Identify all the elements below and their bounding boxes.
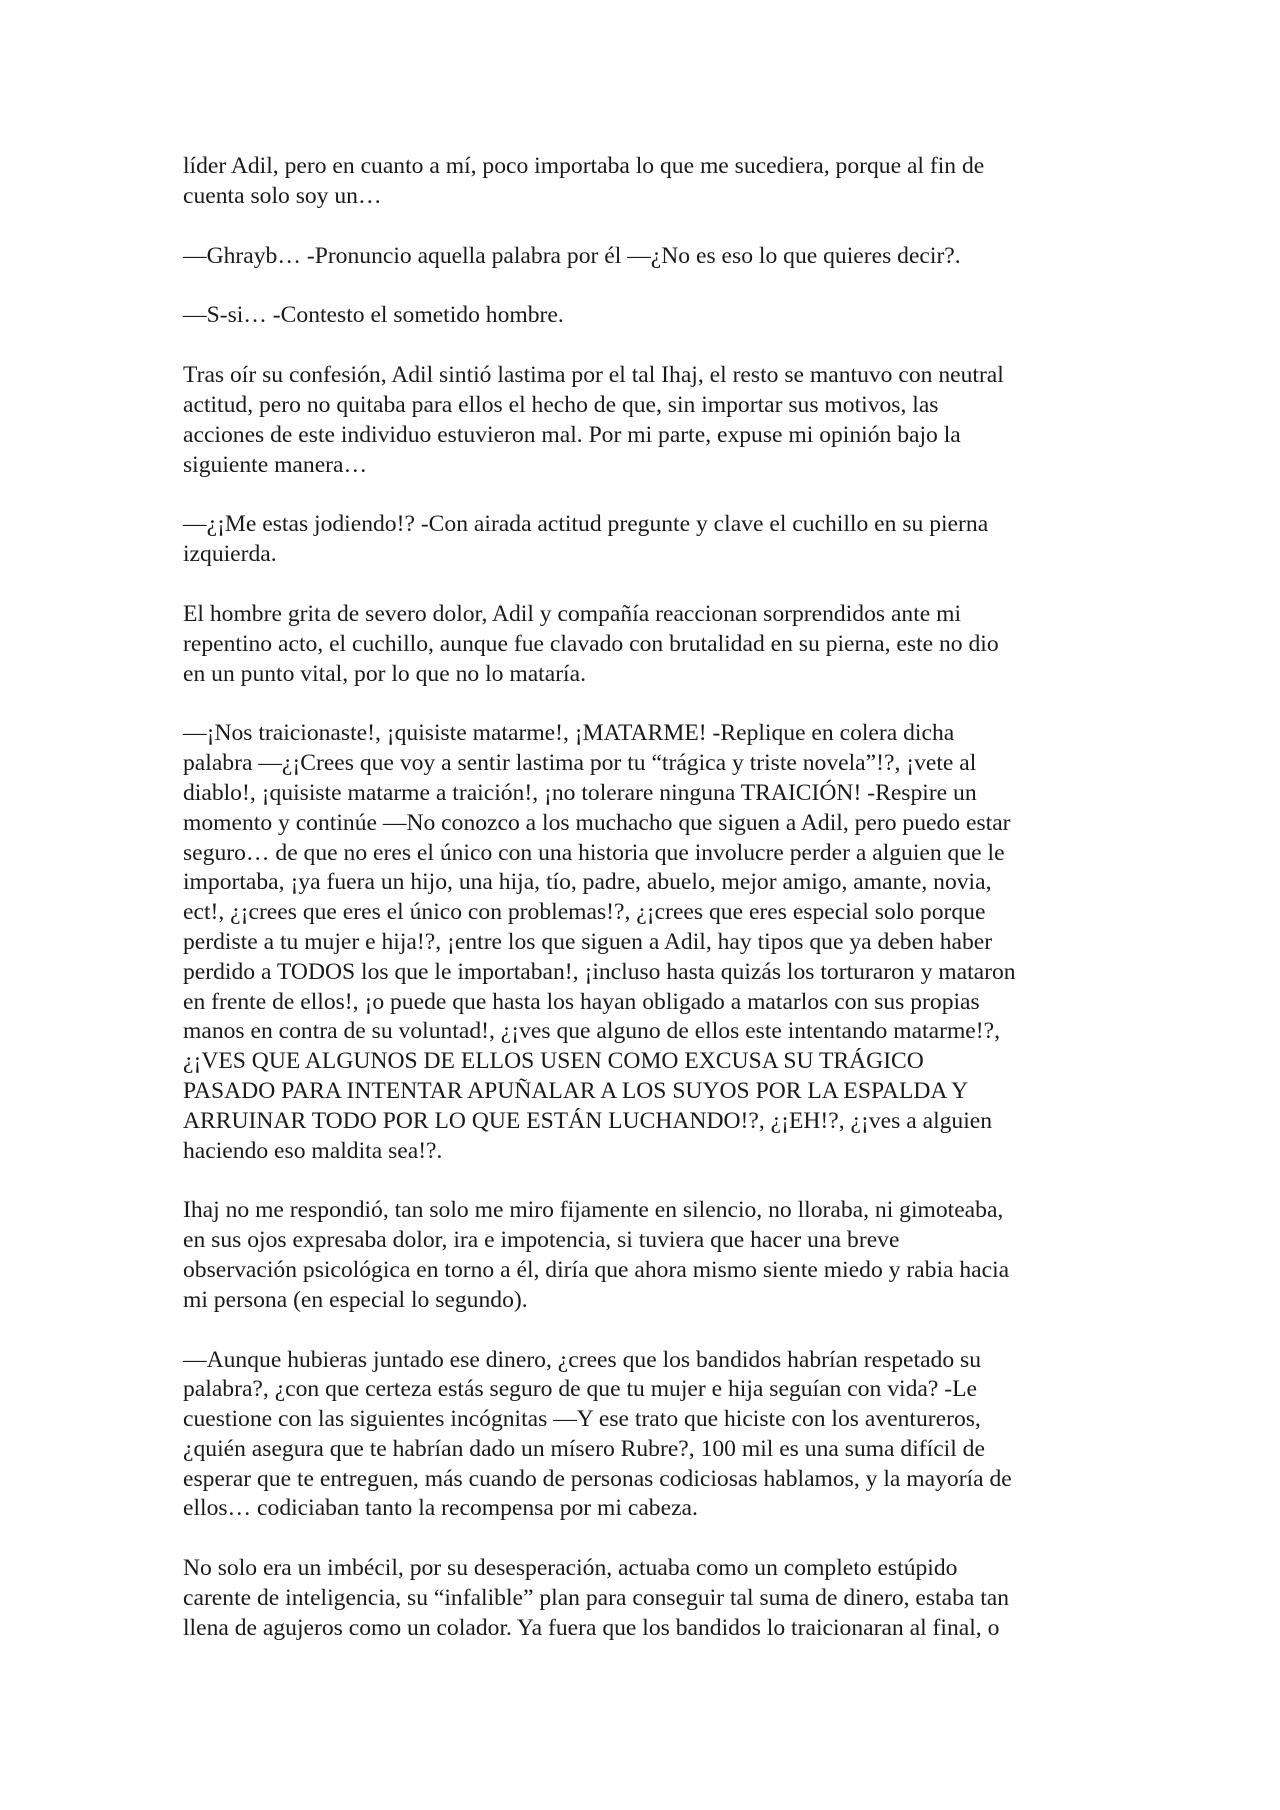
text-line: cuestione con las siguientes incógnitas —Y ese trato que hiciste con los aventureros, (183, 1406, 981, 1433)
text-line: mi persona (en especial lo segundo). (183, 1286, 528, 1313)
text-line: llena de agujeros como un colador. Ya fuera que los bandidos lo traicionaran al final, o (183, 1614, 1000, 1641)
text-line: izquierda. (183, 541, 277, 568)
text-line: ellos… codiciaban tanto la recompensa por mi cabeza. (183, 1495, 698, 1522)
paragraph (183, 510, 1097, 570)
text-line: ARRUINAR TODO POR LO QUE ESTÁN LUCHANDO!?, ¿¡EH!?, ¿¡ves a alguien (183, 1107, 993, 1134)
text-line: acciones de este individuo estuvieron mal. Por mi parte, expuse mi opinión bajo la (183, 421, 961, 448)
text-line: momento y continúe —No conozco a los muchacho que siguen a Adil, pero puedo estar (183, 809, 1011, 836)
text-line: Tras oír su confesión, Adil sintió lastima por el tal Ihaj, el resto se mantuvo con neutral (183, 362, 1004, 389)
text-line: en sus ojos expresaba dolor, ira e impotencia, si tuviera que hacer una breve (183, 1227, 900, 1254)
document-body (183, 152, 1097, 1674)
text-line: perdiste a tu mujer e hija!?, ¡entre los que siguen a Adil, hay tipos que ya deben haber (183, 928, 993, 955)
text-line: perdido a TODOS los que le importaban!, ¡incluso hasta quizás los torturaron y mataron (183, 958, 1016, 985)
text-line: —S-si… -Contesto el sometido hombre. (183, 302, 564, 329)
text-line: haciendo eso maldita sea!?. (183, 1137, 443, 1164)
text-line: siguiente manera… (183, 451, 368, 478)
text-line: actitud, pero no quitaba para ellos el hecho de que, sin importar sus motivos, las (183, 391, 939, 418)
text-line: observación psicológica en torno a él, diría que ahora mismo siente miedo y rabia hacia (183, 1256, 1010, 1283)
paragraph (183, 152, 1097, 212)
paragraph (183, 1554, 1097, 1643)
text-line: carente de inteligencia, su “infalible” plan para conseguir tal suma de dinero, estaba tan (183, 1585, 1010, 1612)
text-line: en frente de ellos!, ¡o puede que hasta los hayan obligado a matarlos con sus propias (183, 988, 980, 1015)
text-line: ¿quién asegura que te habrían dado un mísero Rubre?, 100 mil es una suma difícil de (183, 1435, 985, 1462)
text-line: importaba, ¡ya fuera un hijo, una hija, tío, padre, abuelo, mejor amigo, amante, novia, (183, 869, 992, 896)
text-line: PASADO PARA INTENTAR APUÑALAR A LOS SUYOS POR LA ESPALDA Y (183, 1077, 969, 1104)
text-line: palabra?, ¿con que certeza estás seguro de que tu mujer e hija seguían con vida? -Le (183, 1376, 977, 1403)
text-line: manos en contra de su voluntad!, ¿¡ves que alguno de ellos este intentando matarme!?, (183, 1018, 1000, 1045)
paragraph (183, 1196, 1097, 1315)
text-line: ect!, ¿¡crees que eres el único con problemas!?, ¿¡crees que eres especial solo porque (183, 899, 986, 926)
text-line: Ihaj no me respondió, tan solo me miro fijamente en silencio, no lloraba, ni gimoteaba, (183, 1197, 1004, 1224)
text-line: esperar que te entreguen, más cuando de personas codiciosas hablamos, y la mayoría de (183, 1465, 1012, 1492)
text-line: ¿¡VES QUE ALGUNOS DE ELLOS USEN COMO EXCUSA SU TRÁGICO (183, 1048, 924, 1075)
text-line: —¡Nos traicionaste!, ¡quisiste matarme!, ¡MATARME! -Replique en colera dicha (183, 720, 955, 747)
text-line: repentino acto, el cuchillo, aunque fue clavado con brutalidad en su pierna, este no dio (183, 630, 999, 657)
text-line: en un punto vital, por lo que no lo mataría. (183, 660, 586, 687)
text-line: El hombre grita de severo dolor, Adil y compañía reaccionan sorprendidos ante mi (183, 600, 962, 627)
text-line: —Ghrayb… -Pronuncio aquella palabra por él —¿No es eso lo que quieres decir?. (183, 242, 961, 269)
text-line: palabra —¿¡Crees que voy a sentir lastima por tu “trágica y triste novela”!?, ¡vete al (183, 750, 977, 777)
text-line: diablo!, ¡quisiste matarme a traición!, ¡no tolerare ninguna TRAICIÓN! -Respire un (183, 779, 977, 806)
text-line: —Aunque hubieras juntado ese dinero, ¿crees que los bandidos habrían respetado su (183, 1346, 982, 1373)
text-line: —¿¡Me estas jodiendo!? -Con airada actitud pregunte y clave el cuchillo en su pierna (183, 511, 989, 538)
text-line: líder Adil, pero en cuanto a mí, poco importaba lo que me sucediera, porque al fin de (183, 153, 985, 179)
text-line: seguro… de que no eres el único con una historia que involucre perder a alguien que le (183, 839, 1005, 866)
paragraph (183, 600, 1097, 689)
paragraph (183, 301, 1097, 331)
paragraph (183, 719, 1097, 1166)
text-line: cuenta solo soy un… (183, 182, 382, 209)
paragraph (183, 242, 1097, 272)
paragraph (183, 1346, 1097, 1525)
paragraph (183, 361, 1097, 480)
text-line: No solo era un imbécil, por su desesperación, actuaba como un completo estúpido (183, 1555, 958, 1582)
